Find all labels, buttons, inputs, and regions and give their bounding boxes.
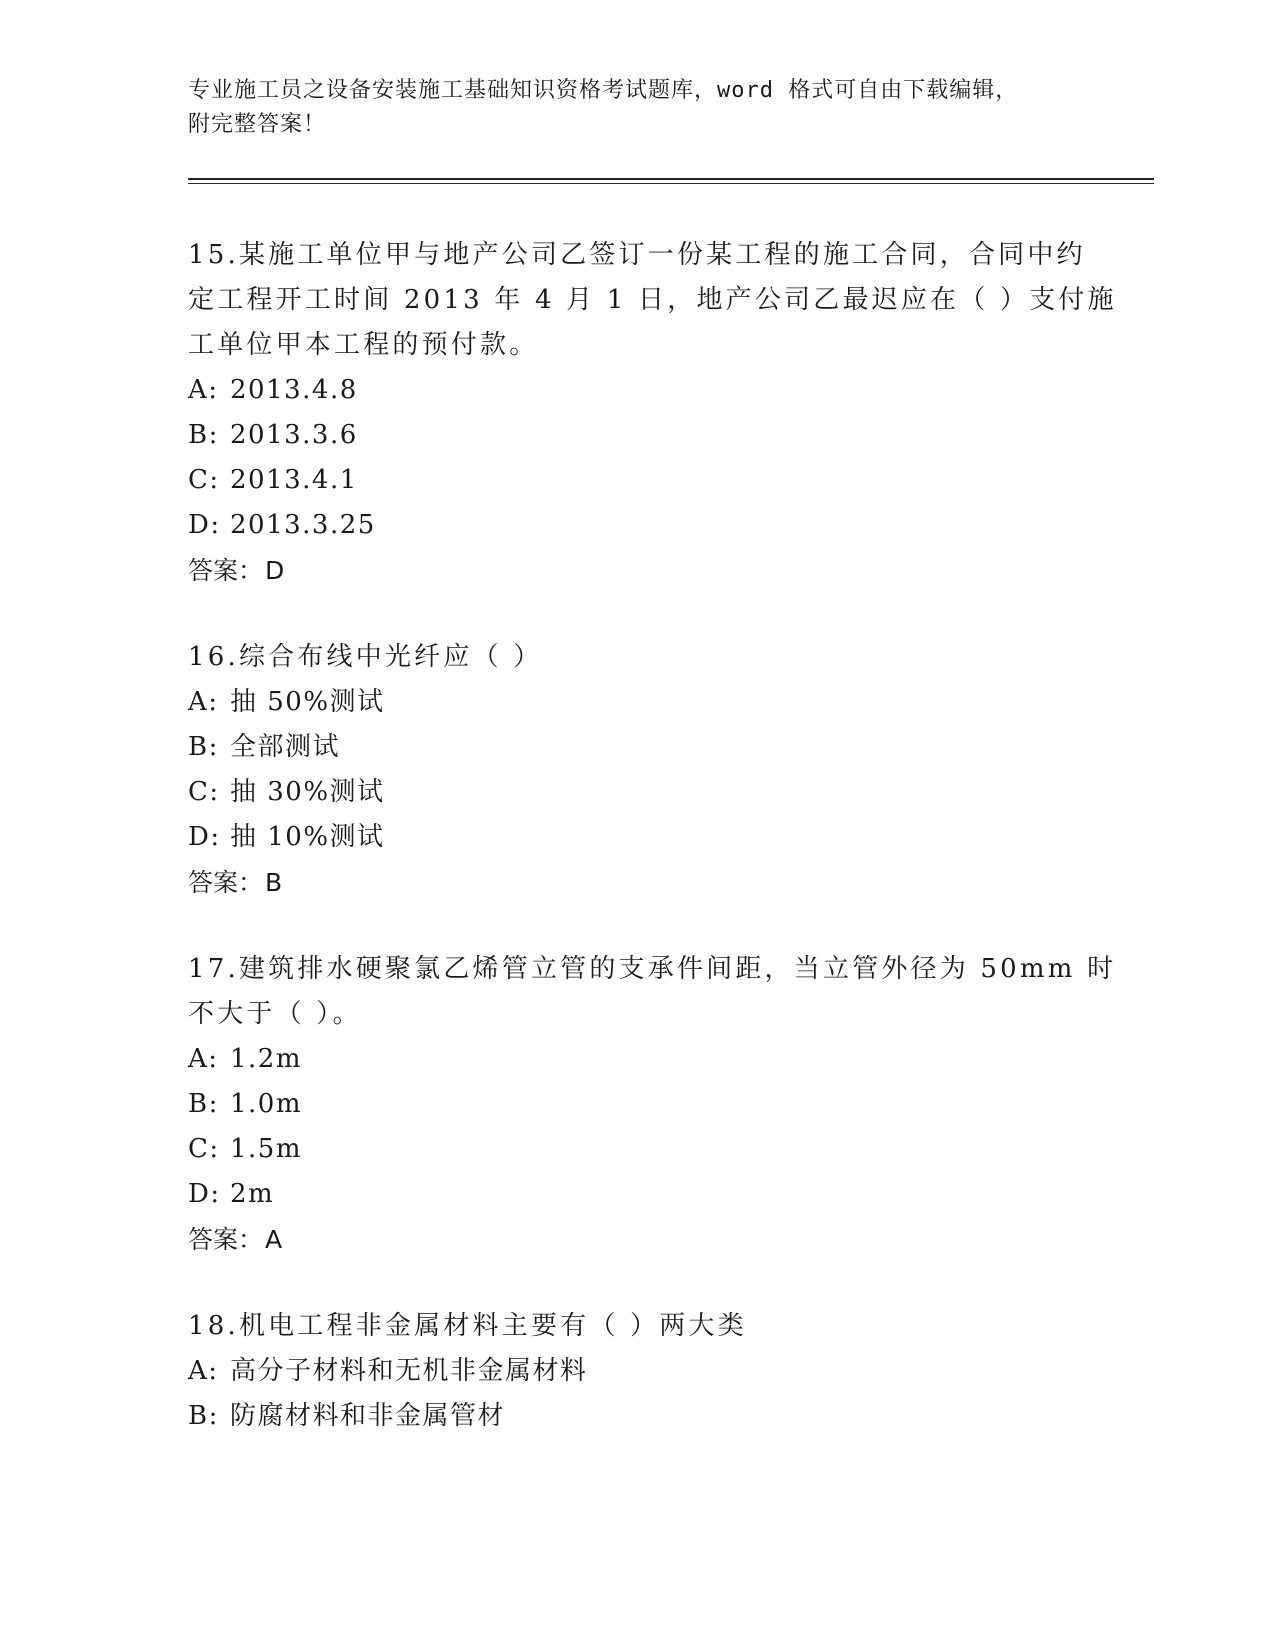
header-title-line-1: 专业施工员之设备安装施工基础知识资格考试题库，word 格式可自由下载编辑， (188, 78, 1019, 103)
answer-option (188, 1349, 1088, 1394)
question-text (188, 635, 1088, 680)
option-text: 2013.3.25 (230, 510, 376, 540)
option-text: 2m (230, 1179, 275, 1209)
answer-option (188, 725, 1088, 770)
question-block (188, 233, 1117, 593)
answer-value: B (265, 868, 283, 897)
option-text: 2013.3.6 (230, 420, 358, 450)
answer-label: 答案： (188, 556, 264, 585)
option-letter: D: (188, 510, 221, 540)
answer-option (188, 413, 1088, 458)
option-letter: B: (188, 732, 219, 762)
option-letter: D: (188, 1179, 221, 1209)
option-letter: A: (188, 1044, 219, 1074)
option-text: 1.2m (230, 1044, 303, 1074)
correct-answer (188, 548, 1088, 593)
document-header (188, 74, 1088, 142)
answer-option (188, 503, 1088, 548)
correct-answer (188, 860, 1088, 905)
question-text-line: 15.某施工单位甲与地产公司乙签订一份某工程的施工合同，合同中约 (188, 240, 1086, 270)
answer-option (188, 368, 1088, 413)
option-text: 高分子材料和无机非金属材料 (230, 1356, 588, 1386)
answer-option (188, 680, 1088, 725)
option-text: 抽 10%测试 (230, 822, 385, 852)
option-letter: B: (188, 420, 219, 450)
answer-label: 答案： (188, 868, 264, 897)
question-block (188, 1304, 1088, 1439)
option-text: 1.0m (230, 1089, 303, 1119)
option-text: 全部测试 (230, 732, 341, 762)
answer-value: D (265, 556, 285, 585)
question-text-line: 不大于（ ）。 (188, 999, 362, 1029)
option-text: 抽 50%测试 (230, 687, 385, 717)
header-title-line-2: 附完整答案！ (188, 112, 327, 137)
answer-option (188, 770, 1088, 815)
option-text: 抽 30%测试 (230, 777, 385, 807)
question-text-line: 16.综合布线中光纤应（ ） (188, 642, 543, 672)
question-text (188, 1304, 1088, 1349)
option-letter: C: (188, 777, 220, 807)
option-letter: B: (188, 1089, 219, 1119)
answer-option (188, 1172, 1088, 1217)
question-text (188, 233, 1117, 368)
option-letter: C: (188, 1134, 220, 1164)
answer-option (188, 458, 1088, 503)
question-list (188, 233, 1117, 1481)
option-letter: A: (188, 375, 219, 405)
question-text-line: 17.建筑排水硬聚氯乙烯管立管的支承件间距，当立管外径为 50mm 时 (188, 954, 1117, 984)
option-text: 1.5m (230, 1134, 303, 1164)
question-text-line: 工单位甲本工程的预付款。 (188, 330, 539, 360)
option-letter: B: (188, 1401, 219, 1431)
question-text (188, 947, 1117, 1037)
answer-option (188, 1394, 1088, 1439)
option-letter: A: (188, 687, 219, 717)
answer-option (188, 1082, 1088, 1127)
option-letter: A: (188, 1356, 219, 1386)
answer-value: A (265, 1225, 283, 1254)
option-letter: C: (188, 465, 220, 495)
header-divider-thin (188, 183, 1154, 184)
option-text: 2013.4.1 (230, 465, 358, 495)
question-text-line: 18.机电工程非金属材料主要有（ ）两大类 (188, 1311, 747, 1341)
question-block (188, 947, 1117, 1262)
answer-option (188, 1037, 1088, 1082)
answer-option (188, 815, 1088, 860)
option-text: 2013.4.8 (230, 375, 358, 405)
option-letter: D: (188, 822, 221, 852)
option-text: 防腐材料和非金属管材 (230, 1401, 506, 1431)
question-block (188, 635, 1088, 905)
header-divider-thick (188, 178, 1154, 180)
correct-answer (188, 1217, 1088, 1262)
answer-option (188, 1127, 1088, 1172)
answer-label: 答案： (188, 1225, 264, 1254)
question-text-line: 定工程开工时间 2013 年 4 月 1 日，地产公司乙最迟应在（ ）支付施 (188, 285, 1117, 315)
